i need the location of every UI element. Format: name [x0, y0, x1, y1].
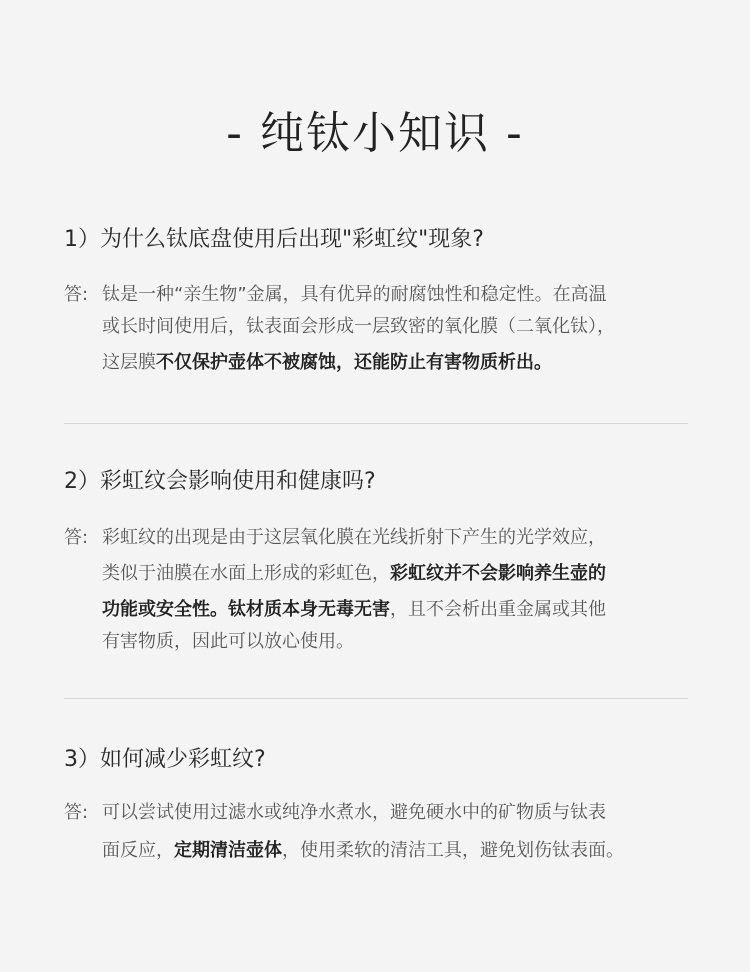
- answer-text-bold: 彩虹纹并不会影响养生壶的: [390, 563, 606, 584]
- answer-text: 彩虹纹的出现是由于这层氧化膜在光线折射下产生的光学效应，: [102, 527, 606, 548]
- answer-text: 这层膜: [102, 352, 156, 373]
- answer-prefix: 答:: [64, 802, 89, 823]
- section-divider: [64, 698, 688, 699]
- answer-text: 类似于油膜在水面上形成的彩虹色，: [102, 563, 390, 584]
- answer-prefix: 答:: [64, 284, 89, 305]
- faq-section-1: [64, 226, 694, 373]
- question-heading: 1）为什么钛底盘使用后出现"彩虹纹"现象?: [64, 227, 484, 252]
- question-heading: 3）如何减少彩虹纹?: [64, 747, 266, 772]
- answer-text: 面反应，: [102, 840, 174, 861]
- faq-section-2: [64, 468, 694, 652]
- faq-section-3: [64, 746, 694, 861]
- answer-text-bold: 功能或安全性。钛材质本身无毒无害: [102, 599, 390, 620]
- answer-text-bold: 不仅保护壶体不被腐蚀，还能防止有害物质析出。: [156, 352, 552, 373]
- answer-line: [102, 836, 624, 866]
- page-title: - 纯钛小知识 -: [226, 108, 524, 159]
- answer-line: [102, 559, 606, 589]
- answer-text: 可以尝试使用过滤水或纯净水煮水，避免硬水中的矿物质与钛表: [102, 802, 606, 823]
- answer-text: ，使用柔软的清洁工具，避免划伤钛表面。: [282, 840, 624, 861]
- answer-line: [102, 595, 606, 625]
- answer-line: [102, 523, 606, 553]
- answer-line: [102, 312, 615, 342]
- answer-text-bold: 定期清洁壶体: [174, 840, 282, 861]
- answer-line: [102, 280, 607, 310]
- answer-line: [102, 798, 606, 828]
- answer-line: [102, 627, 354, 657]
- answer-line: [102, 348, 552, 378]
- answer-text: ，且不会析出重金属或其他: [390, 599, 606, 620]
- question-heading: 2）彩虹纹会影响使用和健康吗?: [64, 469, 376, 494]
- answer-prefix: 答:: [64, 527, 89, 548]
- answer-text: 钛是一种“亲生物”金属，具有优异的耐腐蚀性和稳定性。在高温: [102, 284, 607, 305]
- answer-text: 有害物质，因此可以放心使用。: [102, 631, 354, 652]
- section-divider: [64, 423, 688, 424]
- answer-text: 或长时间使用后，钛表面会形成一层致密的氧化膜（二氧化钛），: [102, 316, 615, 337]
